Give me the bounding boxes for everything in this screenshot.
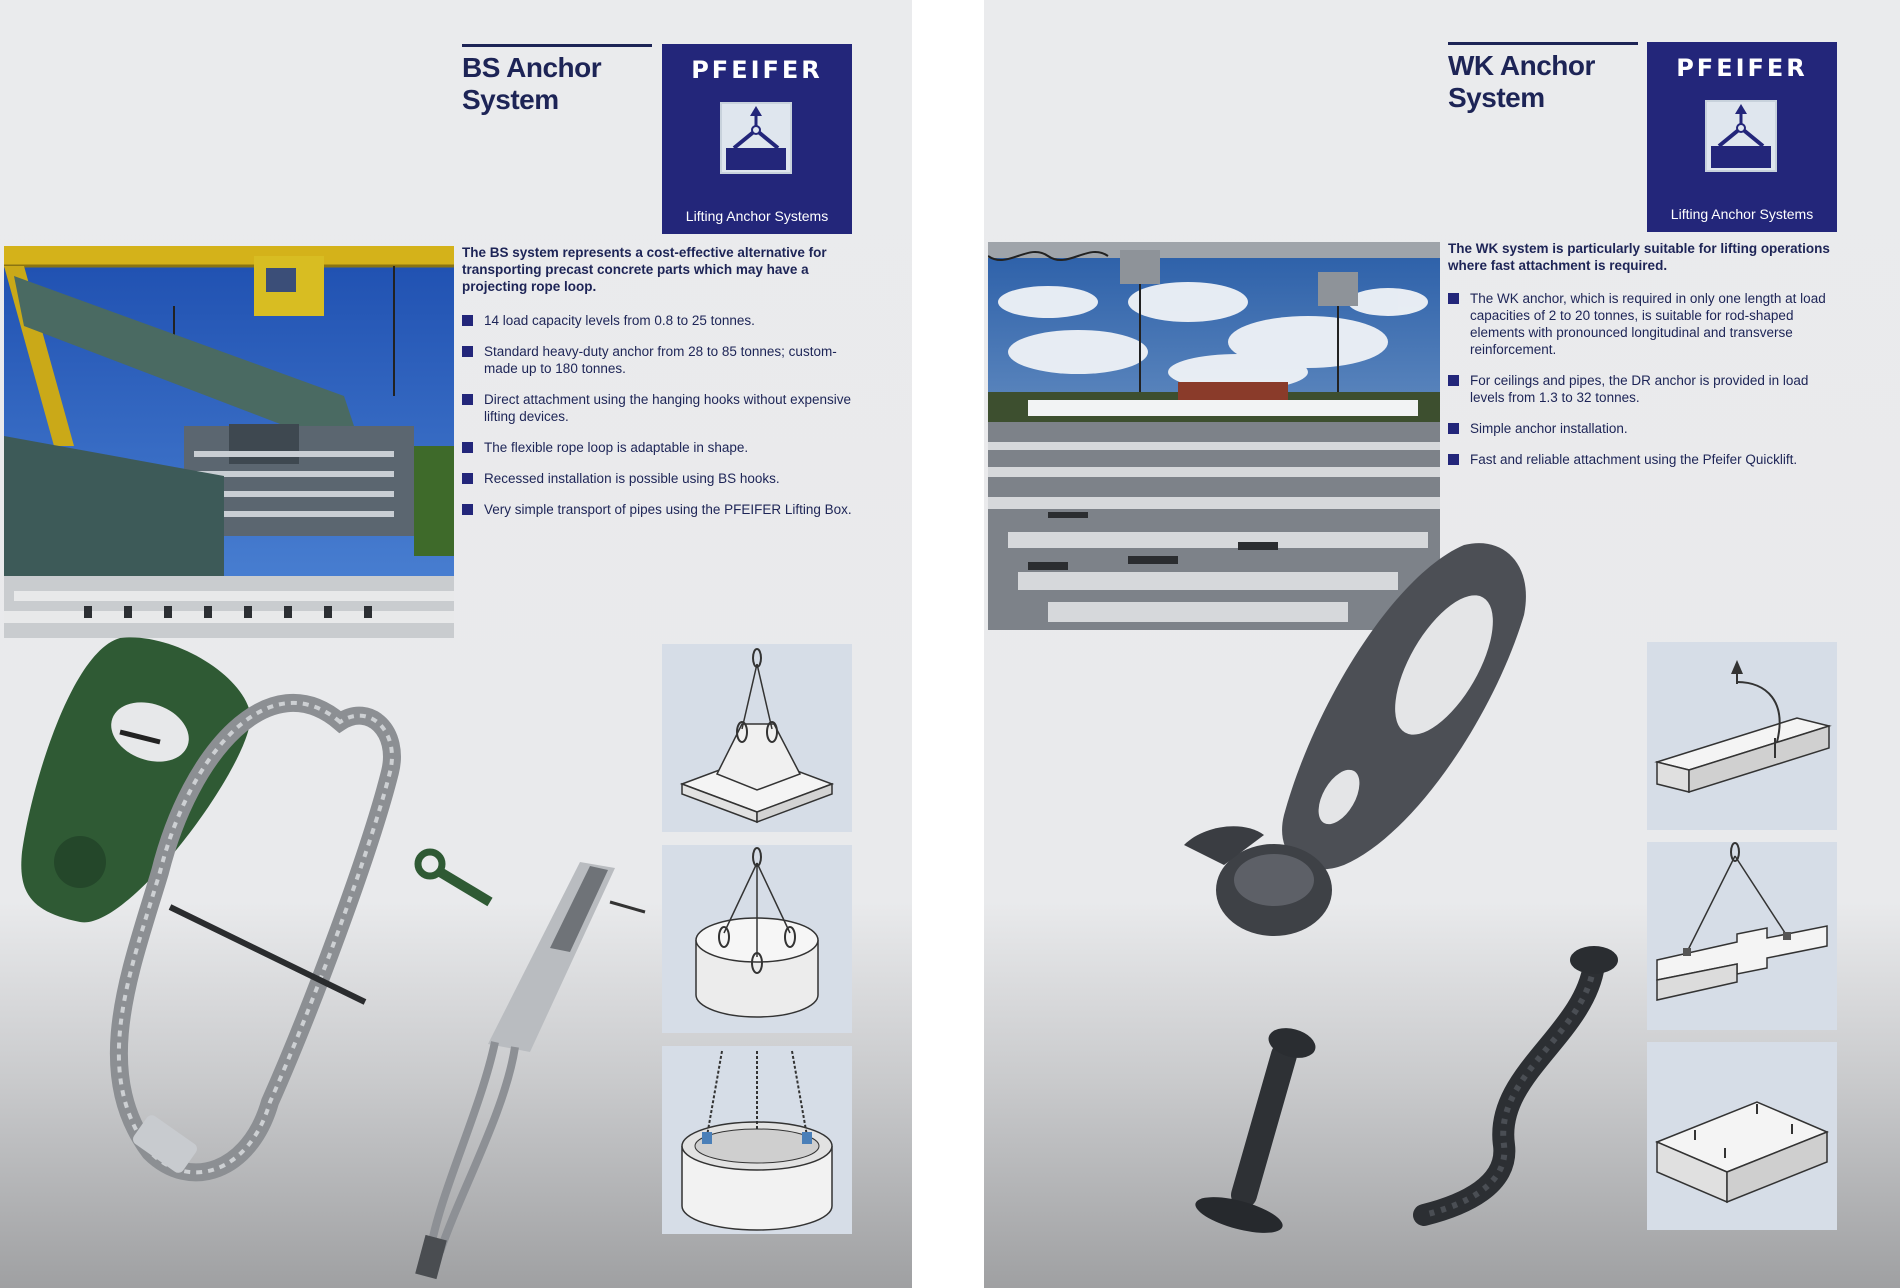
bs-anchor-products xyxy=(10,632,670,1282)
wave-anchor-image xyxy=(1424,946,1618,1215)
lifting-diagram-block xyxy=(662,644,852,832)
logo-caption: Lifting Anchor Systems xyxy=(685,208,829,224)
list-item: Simple anchor installation. xyxy=(1448,420,1830,437)
bullet-square-icon xyxy=(462,315,473,326)
bullet-square-icon xyxy=(1448,375,1459,386)
brand-name: PFEIFER xyxy=(1676,54,1808,82)
bullet-square-icon xyxy=(462,346,473,357)
list-item: Direct attachment using the hanging hooks without expensive lifting devices. xyxy=(462,391,857,425)
list-item: The WK anchor, which is required in only one length at load capacities of 2 to 20 tonnes, is suitable for rod-shaped elements with pronounced longitudinal and transverse reinforcement. xyxy=(1448,290,1830,358)
right-page xyxy=(984,0,1900,1288)
bullet-square-icon xyxy=(462,504,473,515)
list-item: Standard heavy-duty anchor from 28 to 85 tonnes; custom-made up to 180 tonnes. xyxy=(462,343,857,377)
bullet-square-icon xyxy=(462,394,473,405)
bullet-square-icon xyxy=(462,442,473,453)
list-item: Very simple transport of pipes using the PFEIFER Lifting Box. xyxy=(462,501,857,518)
brand-name: PFEIFER xyxy=(691,56,823,84)
title-rule xyxy=(1448,42,1638,45)
bullet-square-icon xyxy=(1448,454,1459,465)
list-item: Fast and reliable attachment using the Pfeifer Quicklift. xyxy=(1448,451,1830,468)
left-page xyxy=(0,0,912,1288)
wk-anchor-products xyxy=(1164,535,1624,1235)
bullet-square-icon xyxy=(1448,293,1459,304)
list-item: The flexible rope loop is adaptable in shape. xyxy=(462,439,857,456)
list-item: Recessed installation is possible using BS hooks. xyxy=(462,470,857,487)
intro-text: The BS system represents a cost-effective alternative for transporting precast concrete parts which may have a projecting rope loop. xyxy=(462,245,827,294)
lifting-anchor-icon xyxy=(1705,100,1777,172)
pfeifer-logo xyxy=(662,44,852,234)
spherical-anchor-image xyxy=(1192,1023,1319,1240)
crane-photo xyxy=(4,246,454,638)
wk-clutch-image xyxy=(1184,543,1526,936)
intro-text: The WK system is particularly suitable for lifting operations where fast attachment is required. xyxy=(1448,241,1830,273)
list-item: For ceilings and pipes, the DR anchor is provided in load levels from 1.3 to 32 tonnes. xyxy=(1448,372,1830,406)
list-item: 14 load capacity levels from 0.8 to 25 tonnes. xyxy=(462,312,857,329)
lifting-diagram-pipe xyxy=(662,1046,852,1234)
page-title: BS Anchor System xyxy=(462,52,602,115)
bullet-square-icon xyxy=(462,473,473,484)
feature-list xyxy=(462,312,857,532)
page-gutter xyxy=(912,0,984,1288)
lifting-anchor-icon xyxy=(720,102,792,174)
lifting-diagram-element xyxy=(1647,842,1837,1030)
bs-hook-image xyxy=(21,637,250,922)
lifting-box-image xyxy=(415,862,645,1279)
title-rule xyxy=(462,44,652,47)
logo-caption: Lifting Anchor Systems xyxy=(1670,206,1814,222)
lifting-diagram-slab xyxy=(1647,1042,1837,1230)
lifting-diagram-cylinder xyxy=(662,845,852,1033)
page-title: WK Anchor System xyxy=(1448,50,1595,113)
bullet-square-icon xyxy=(1448,423,1459,434)
lifting-diagram-beam xyxy=(1647,642,1837,830)
pfeifer-logo xyxy=(1647,42,1837,232)
feature-list xyxy=(1448,290,1830,482)
